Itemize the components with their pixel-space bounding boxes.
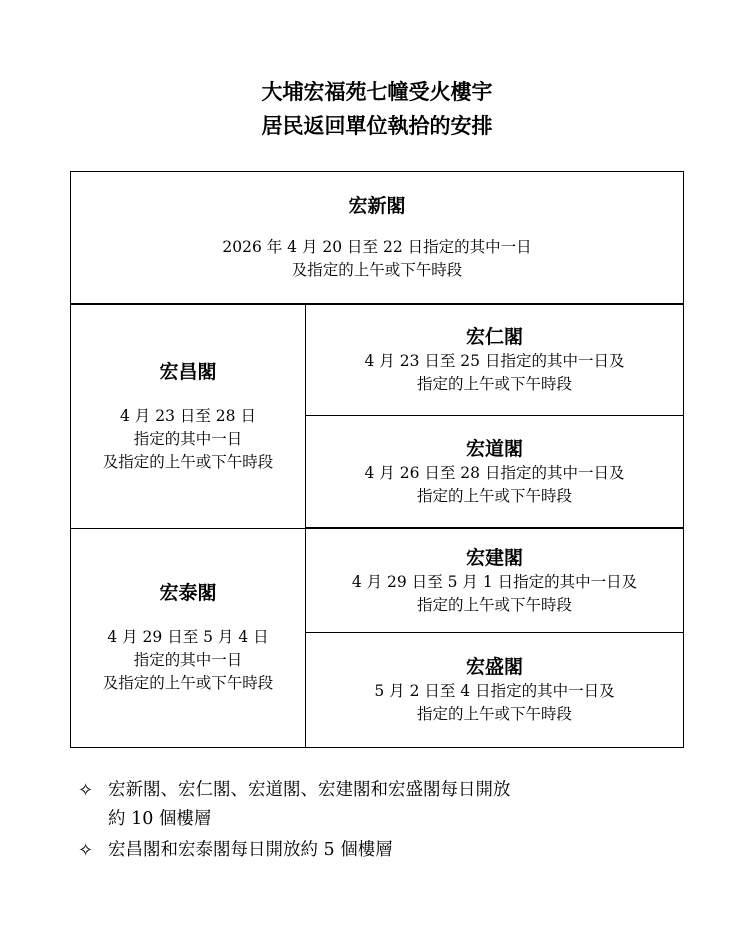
note-item [78,776,698,834]
block-date-line: 指定的其中一日 [133,651,243,670]
block-date-line: 4 月 29 日至 5 月 4 日 [107,628,269,647]
block-date-line: 指定的上午或下午時段 [416,705,572,723]
block-date-line: 4 月 23 日至 28 日 [120,406,256,425]
schedule-table [70,171,684,748]
block-date-line: 指定的上午或下午時段 [416,486,572,505]
note-text: 約 10 個樓層 [108,809,212,829]
block-hung-to-cell [306,416,684,529]
block-name: 宏泰閣 [159,582,217,605]
block-name: 宏道閣 [465,437,523,460]
block-date-line: 2026 年 4 月 20 日至 22 日指定的其中一日 [222,238,532,256]
block-name: 宏盛閣 [465,656,523,678]
block-hung-sun-cell [71,172,684,305]
block-wang-shing-cell [306,633,684,748]
block-name: 宏仁閣 [465,326,523,348]
block-date-line: 指定的上午或下午時段 [416,375,572,393]
note-text: 宏昌閣和宏泰閣每日開放約 5 個樓層 [108,840,393,860]
sparkle-bullet-icon: ✧ [78,840,94,861]
block-hung-cheong-cell [71,304,306,528]
block-date-line: 及指定的上午或下午時段 [102,452,274,471]
block-date-line: 及指定的上午或下午時段 [291,261,463,279]
block-name: 宏新閣 [348,195,406,217]
block-hung-yan-cell [306,304,684,416]
block-wang-kin-cell [306,528,684,633]
block-date-line: 4 月 29 日至 5 月 1 日指定的其中一日及 [351,572,638,591]
note-item [78,836,698,865]
sparkle-bullet-icon: ✧ [78,780,94,801]
block-date-line: 5 月 2 日至 4 日指定的其中一日及 [374,682,615,700]
notes-list [78,776,698,865]
block-date-line: 指定的上午或下午時段 [416,595,572,614]
block-date-line: 及指定的上午或下午時段 [102,674,274,693]
note-text: 宏新閣、宏仁閣、宏道閣、宏建閣和宏盛閣每日開放 [108,780,511,800]
block-name: 宏建閣 [465,546,523,569]
block-date-line: 4 月 23 日至 25 日指定的其中一日及 [364,352,625,370]
block-name: 宏昌閣 [159,360,217,383]
page-title-line-2: 居民返回單位執拾的安排 [261,114,493,138]
block-date-line: 指定的其中一日 [133,429,243,448]
block-wang-tai-cell [71,528,306,748]
page-title-line-1: 大埔宏福苑七幢受火樓宇 [261,80,493,104]
block-date-line: 4 月 26 日至 28 日指定的其中一日及 [364,463,625,482]
